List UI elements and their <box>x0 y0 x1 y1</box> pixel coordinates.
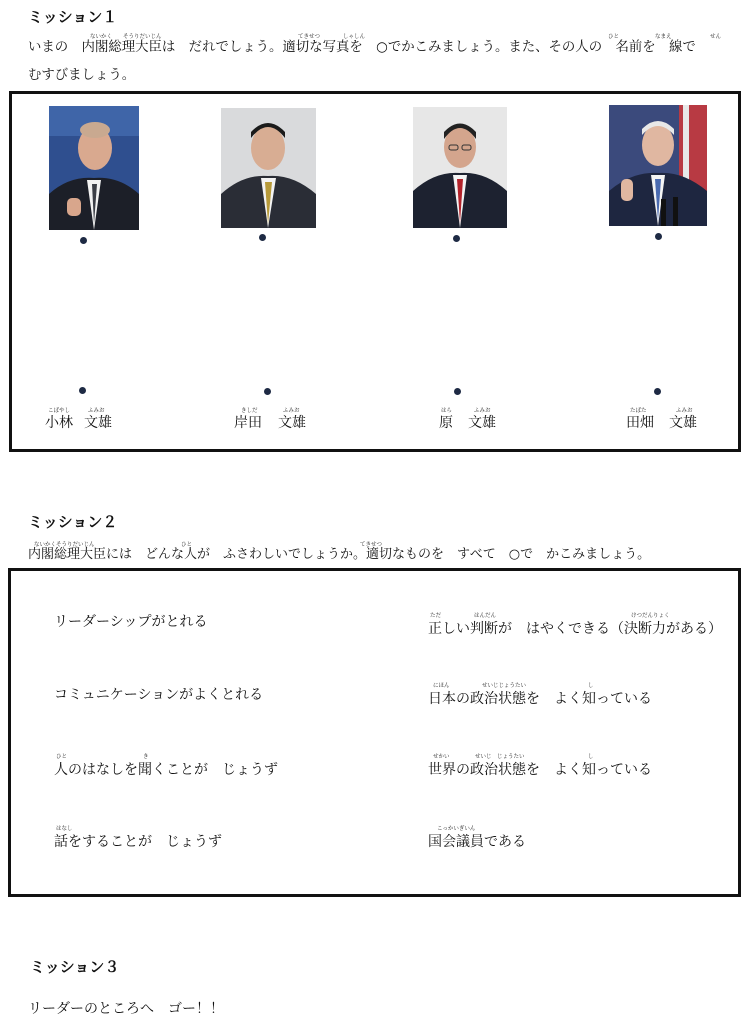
photo-dot-3[interactable] <box>453 235 460 242</box>
photo-abe[interactable] <box>221 108 316 228</box>
portrait-1-image <box>49 106 139 230</box>
photo-kishida[interactable] <box>413 107 507 228</box>
name-surname: 原 <box>439 415 453 431</box>
name-given: 文雄 <box>278 415 306 431</box>
mission1-instruction-line1: いまの 内閣総理大臣は だれでしょう。適切な写真を ○でかこみましょう。また、その人の 名前を 線で <box>28 40 696 55</box>
ruby-sen: せん <box>710 34 722 40</box>
criterion-left-2[interactable]: コミュニケーションがよくとれる <box>54 687 264 703</box>
ruby-tekisetsu: てきせつ <box>298 34 321 40</box>
criterion-right-3[interactable]: 世界の政治状態を よく知っている <box>428 762 652 778</box>
ruby-namae: なまえ <box>655 34 672 40</box>
name-dot-2[interactable] <box>264 388 271 395</box>
name-surname: 田畑 <box>626 415 654 431</box>
mission3-text: リーダーのところへ ゴー！！ <box>28 1001 224 1017</box>
ruby-naikaku: ないかく <box>90 34 113 40</box>
mission2-title: ミッション２ <box>28 513 118 531</box>
photo-biden[interactable] <box>609 105 707 226</box>
mission3-title: ミッション３ <box>30 958 120 976</box>
ruby-tekisetsu: てきせつ <box>360 542 383 548</box>
mission1-instruction-line2: むすびましょう。 <box>28 68 136 83</box>
name-surname: 小林 <box>45 415 73 431</box>
ruby-souridaijin: そうりだいじん <box>123 34 162 40</box>
ruby-naikakusouridaijin: ないかくそうりだいじん <box>34 542 95 548</box>
mission2-instruction: 内閣総理大臣には どんな人が ふさわしいでしょうか。適切なものを すべて ○で かこみましょう。 <box>28 547 651 562</box>
criterion-left-4[interactable]: 話をすることが じょうず <box>54 834 222 850</box>
photo-putin[interactable] <box>49 106 139 230</box>
portrait-4-image <box>609 105 707 226</box>
criterion-right-4[interactable]: 国会議員である <box>428 834 526 850</box>
ruby-hito: ひと <box>181 542 193 548</box>
portrait-2-image <box>221 108 316 228</box>
portrait-3-image <box>413 107 507 228</box>
photo-dot-1[interactable] <box>80 237 87 244</box>
photo-dot-4[interactable] <box>655 233 662 240</box>
mission1-title: ミッション１ <box>28 8 118 26</box>
ruby-shashin: しゃしん <box>343 34 366 40</box>
photo-dot-2[interactable] <box>259 234 266 241</box>
name-surname: 岸田 <box>234 415 262 431</box>
criterion-left-3[interactable]: 人のはなしを聞くことが じょうず <box>54 762 278 778</box>
ruby-hito: ひと <box>608 34 620 40</box>
name-dot-3[interactable] <box>454 388 461 395</box>
name-dot-4[interactable] <box>654 388 661 395</box>
criterion-left-1[interactable]: リーダーシップがとれる <box>54 614 208 630</box>
name-given: 文雄 <box>468 415 496 431</box>
name-given: 文雄 <box>669 415 697 431</box>
criterion-right-2[interactable]: 日本の政治状態を よく知っている <box>428 691 652 707</box>
criterion-right-1[interactable]: 正しい判断が はやくできる（決断力がある） <box>428 621 722 637</box>
name-given: 文雄 <box>84 415 112 431</box>
name-dot-1[interactable] <box>79 387 86 394</box>
